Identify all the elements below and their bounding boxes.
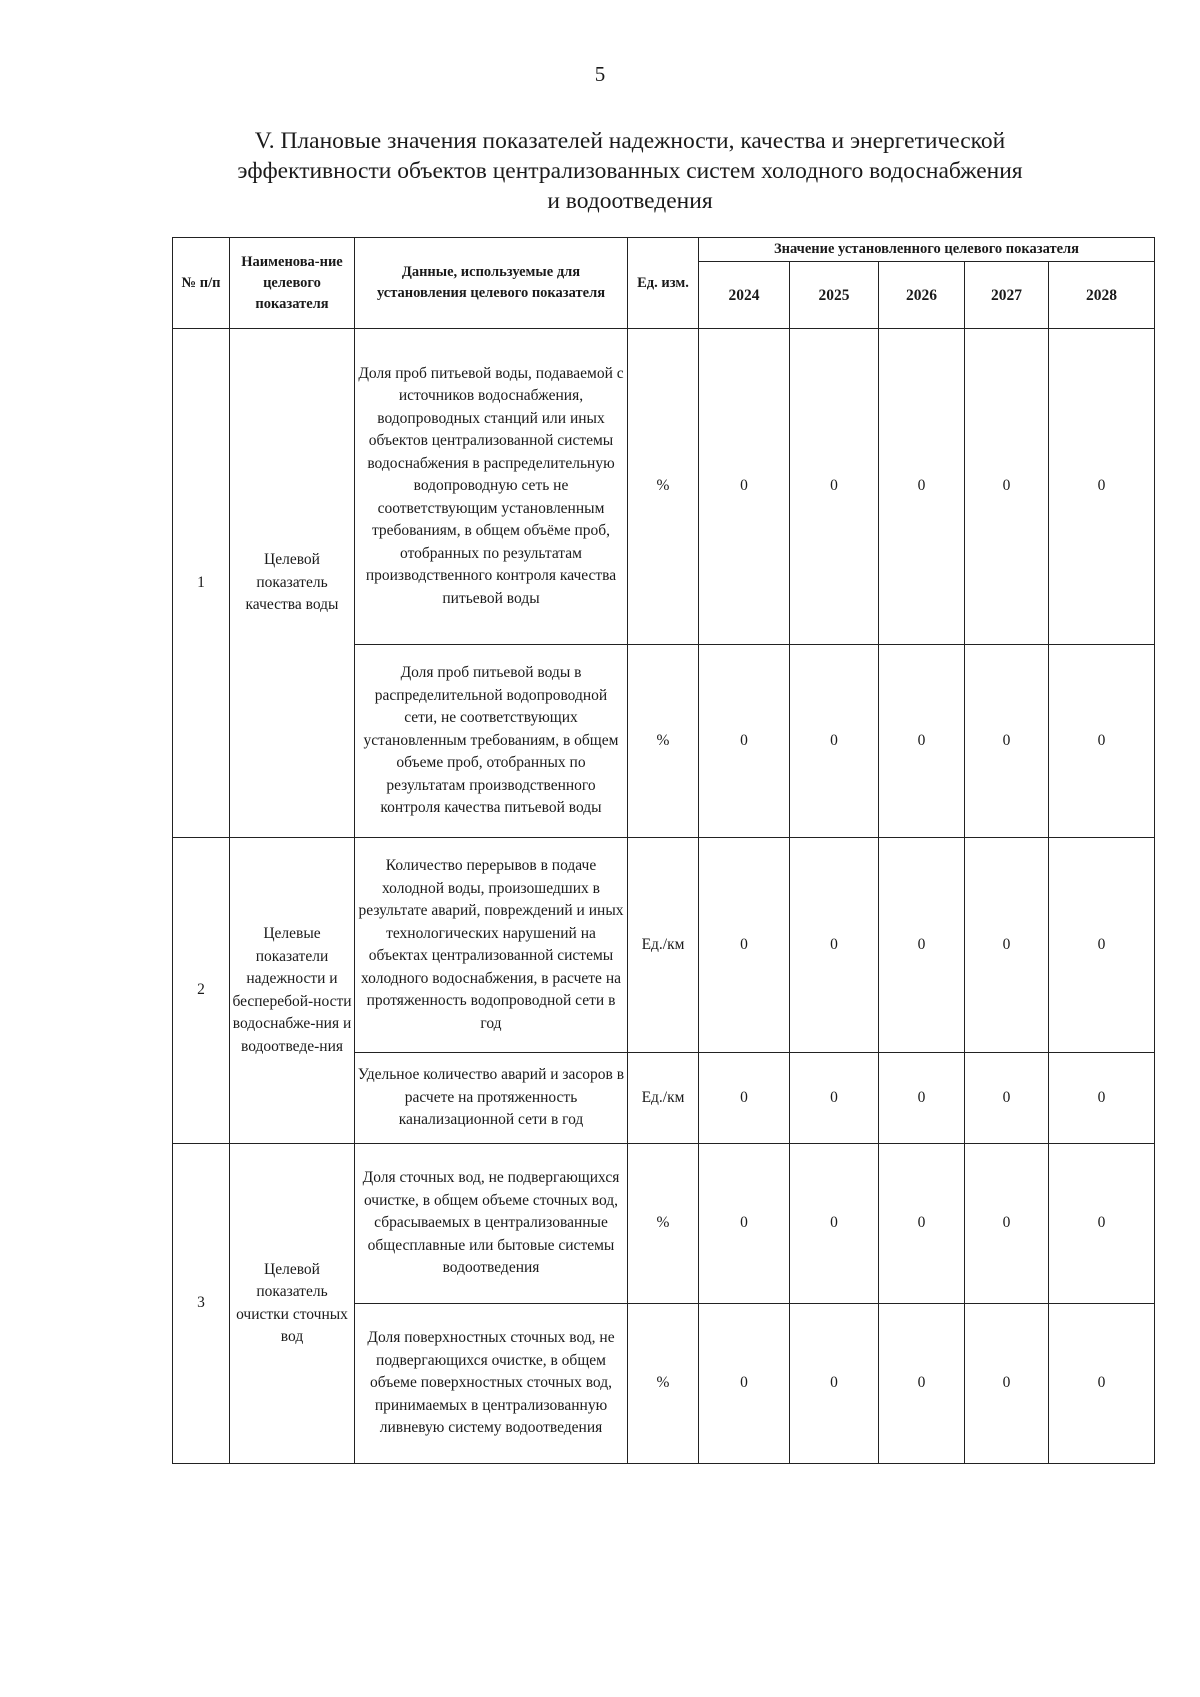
value-cell: 0 <box>1049 1304 1155 1464</box>
table-row <box>173 329 1155 645</box>
indicator-name: Целевой показатель качества воды <box>230 329 355 838</box>
value-cell: 0 <box>1049 329 1155 645</box>
header-indicator-name: Наименова-ние целевого показателя <box>230 238 355 329</box>
value-cell: 0 <box>965 645 1049 838</box>
value-cell: 0 <box>699 1144 790 1304</box>
header-num: № п/п <box>173 238 230 329</box>
header-year: 2027 <box>965 262 1049 329</box>
indicator-description: Доля проб питьевой воды в распределительной водопроводной сети, не соответствующих установленным требованиям, в общем объеме проб, отобранных по результатам производственного контроля качества питьевой воды <box>355 645 628 838</box>
target-indicators-table <box>172 237 1155 1464</box>
header-year: 2025 <box>790 262 879 329</box>
header-year: 2024 <box>699 262 790 329</box>
value-cell: 0 <box>790 645 879 838</box>
indicator-description: Доля проб питьевой воды, подаваемой с источников водоснабжения, водопроводных станций или иных объектов централизованной системы водоснабжения в распределительную водопроводную сеть не соответствующим установленным требованиям, в общем объёме проб, отобранных по результатам производственного контроля качества питьевой воды <box>355 329 628 645</box>
indicator-name: Целевые показатели надежности и бесперебой-ности водоснабже-ния и водоотведе-ния <box>230 838 355 1144</box>
value-cell: 0 <box>790 329 879 645</box>
header-unit: Ед. изм. <box>628 238 699 329</box>
header-data: Данные, используемые для установления целевого показателя <box>355 238 628 329</box>
section-title-line: V. Плановые значения показателей надежности, качества и энергетической <box>254 128 1006 154</box>
unit-cell: % <box>628 645 699 838</box>
page-number: 5 <box>594 62 606 86</box>
header-target-value-group: Значение установленного целевого показателя <box>699 238 1155 262</box>
value-cell: 0 <box>790 838 879 1053</box>
indicator-description: Доля сточных вод, не подвергающихся очистке, в общем объеме сточных вод, сбрасываемых в централизованные общесплавные или бытовые системы водоотведения <box>355 1144 628 1304</box>
value-cell: 0 <box>965 329 1049 645</box>
header-year: 2028 <box>1049 262 1155 329</box>
value-cell: 0 <box>1049 1053 1155 1144</box>
value-cell: 0 <box>1049 1144 1155 1304</box>
value-cell: 0 <box>699 1053 790 1144</box>
value-cell: 0 <box>879 1053 965 1144</box>
value-cell: 0 <box>879 645 965 838</box>
value-cell: 0 <box>879 1144 965 1304</box>
unit-cell: % <box>628 1144 699 1304</box>
table-row <box>173 838 1155 1053</box>
unit-cell: % <box>628 329 699 645</box>
value-cell: 0 <box>699 838 790 1053</box>
value-cell: 0 <box>790 1053 879 1144</box>
section-title-line: эффективности объектов централизованных систем холодного водоснабжения <box>237 158 1023 184</box>
indicator-description: Количество перерывов в подаче холодной воды, произошедших в результате аварий, повреждений и иных технологических нарушений на объектах централизованной системы холодного водоснабжения, в расчете на протяженность водопроводной сети в год <box>355 838 628 1053</box>
value-cell: 0 <box>879 329 965 645</box>
value-cell: 0 <box>699 645 790 838</box>
value-cell: 0 <box>965 1144 1049 1304</box>
indicator-description: Доля поверхностных сточных вод, не подвергающихся очистке, в общем объеме поверхностных сточных вод, принимаемых в централизованную ливневую систему водоотведения <box>355 1304 628 1464</box>
value-cell: 0 <box>1049 838 1155 1053</box>
table-row <box>173 1144 1155 1304</box>
indicator-name: Целевой показатель очистки сточных вод <box>230 1144 355 1464</box>
value-cell: 0 <box>965 838 1049 1053</box>
section-title <box>180 126 1080 216</box>
unit-cell: Ед./км <box>628 1053 699 1144</box>
value-cell: 0 <box>790 1144 879 1304</box>
section-title-line: и водоотведения <box>547 188 713 214</box>
value-cell: 0 <box>879 838 965 1053</box>
value-cell: 0 <box>879 1304 965 1464</box>
row-number: 2 <box>173 838 230 1144</box>
value-cell: 0 <box>699 1304 790 1464</box>
value-cell: 0 <box>1049 645 1155 838</box>
value-cell: 0 <box>699 329 790 645</box>
row-number: 1 <box>173 329 230 838</box>
value-cell: 0 <box>965 1304 1049 1464</box>
unit-cell: Ед./км <box>628 838 699 1053</box>
indicator-description: Удельное количество аварий и засоров в расчете на протяженность канализационной сети в год <box>355 1053 628 1144</box>
unit-cell: % <box>628 1304 699 1464</box>
value-cell: 0 <box>965 1053 1049 1144</box>
header-year: 2026 <box>879 262 965 329</box>
row-number: 3 <box>173 1144 230 1464</box>
value-cell: 0 <box>790 1304 879 1464</box>
